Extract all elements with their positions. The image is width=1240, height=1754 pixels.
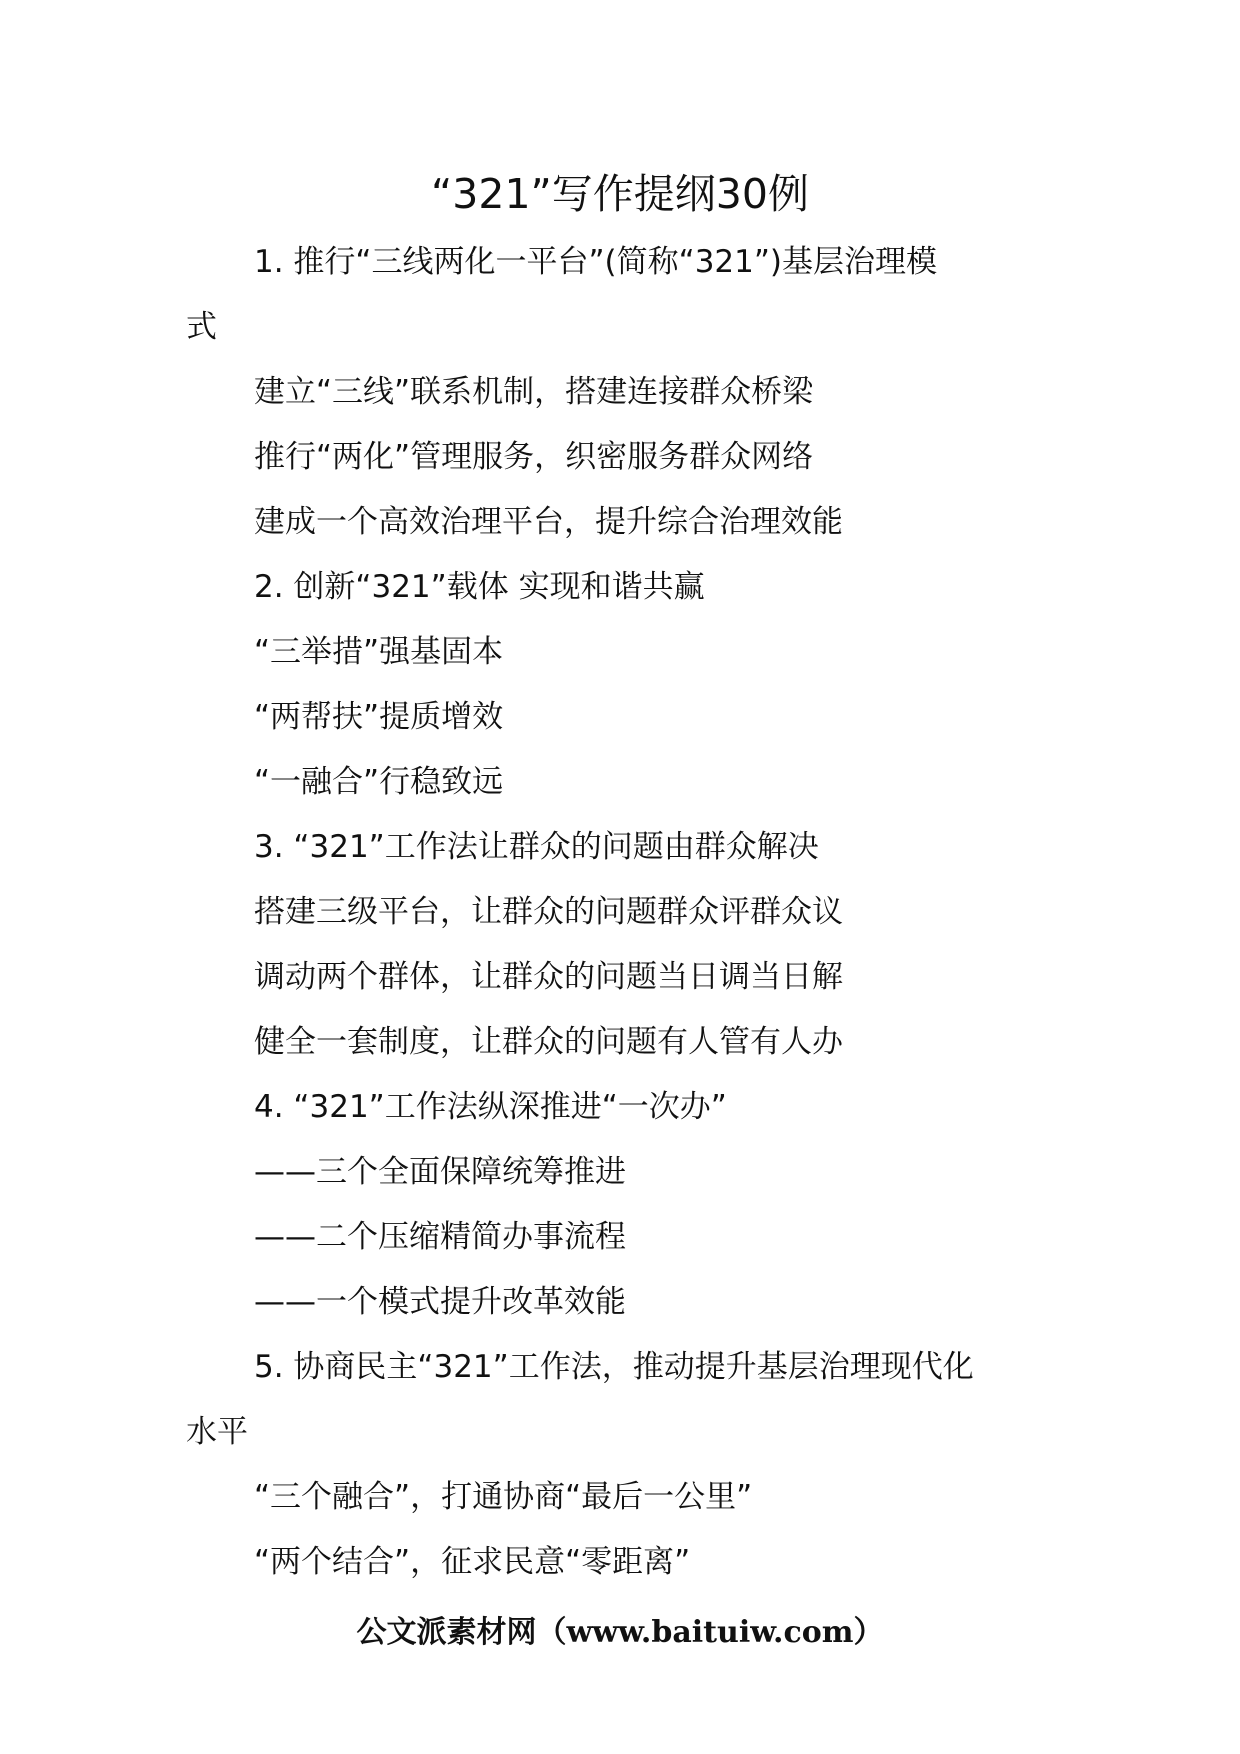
heading-5-line-2: 水平 [186, 1414, 248, 1450]
outline-item: “两个结合”，征求民意“零距离” [254, 1544, 691, 1580]
outline-item: ——一个模式提升改革效能 [254, 1284, 626, 1320]
outline-item: “三举措”强基固本 [254, 634, 504, 670]
outline-item: 建立“三线”联系机制，搭建连接群众桥梁 [254, 374, 814, 410]
heading-1-line-1: 1. 推行“三线两化一平台”(简称“321”)基层治理模 [254, 244, 938, 280]
outline-item: 调动两个群体，让群众的问题当日调当日解 [254, 959, 843, 995]
outline-item: ——二个压缩精简办事流程 [254, 1219, 626, 1255]
page-footer: 公文派素材网（www.baituiw.com） [356, 1615, 884, 1650]
outline-item: “两帮扶”提质增效 [254, 699, 504, 735]
heading-3: 3. “321”工作法让群众的问题由群众解决 [254, 829, 819, 865]
outline-item: ——三个全面保障统筹推进 [254, 1154, 626, 1190]
document-body [186, 230, 1062, 1595]
heading-5-line-1: 5. 协商民主“321”工作法，推动提升基层治理现代化 [254, 1349, 974, 1385]
outline-item: 搭建三级平台，让群众的问题群众评群众议 [254, 894, 843, 930]
heading-2: 2. 创新“321”载体 实现和谐共赢 [254, 569, 705, 605]
heading-1-line-2: 式 [186, 309, 217, 345]
outline-item: 建成一个高效治理平台，提升综合治理效能 [254, 504, 843, 540]
outline-item: “一融合”行稳致远 [254, 764, 504, 800]
outline-item: 健全一套制度，让群众的问题有人管有人办 [254, 1024, 843, 1060]
heading-4: 4. “321”工作法纵深推进“一次办” [254, 1089, 727, 1125]
outline-item: “三个融合”，打通协商“最后一公里” [254, 1479, 753, 1515]
outline-item: 推行“两化”管理服务，织密服务群众网络 [254, 439, 814, 475]
document-title: “321”写作提纲30例 [431, 170, 809, 218]
